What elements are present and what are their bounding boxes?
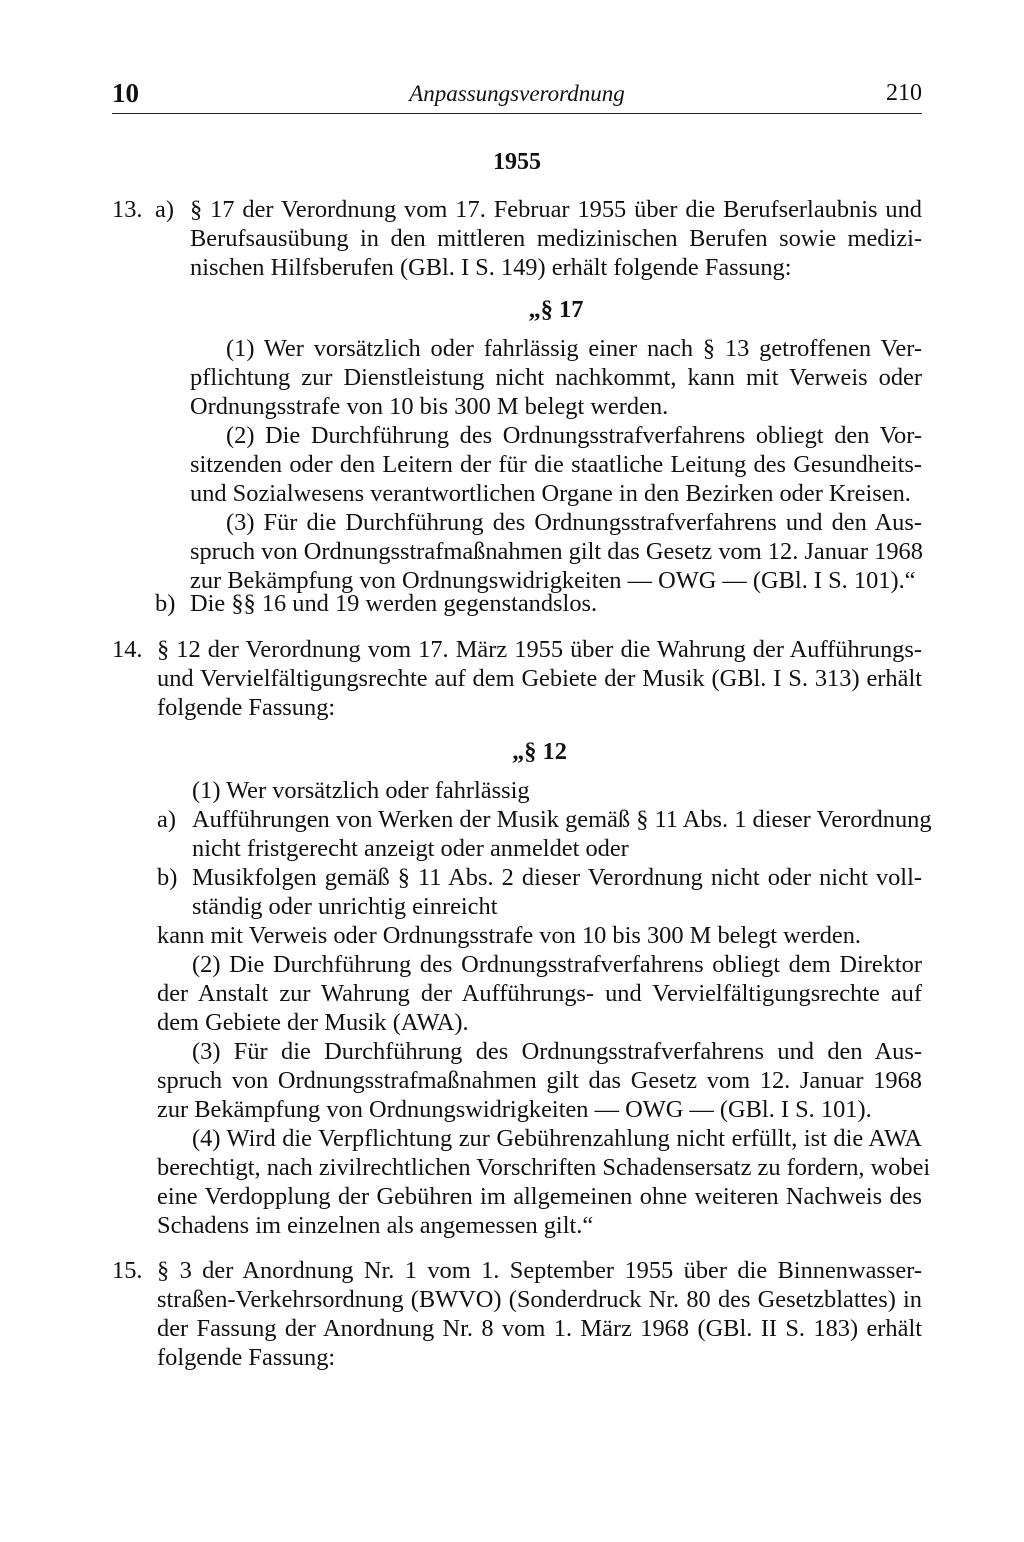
p17-3-line: (3) Für die Durchführung des Ordnungsstrafverfahrens und den Aus- [226,509,922,536]
p17-1-line: Ordnungsstrafe von 10 bis 300 M belegt werden. [190,393,669,420]
p17-3-line: zur Bekämpfung von Ordnungswidrigkeiten — OWG — (GBl. I S. 101).“ [190,567,916,594]
item-15-line: der Fassung der Anordnung Nr. 8 vom 1. März 1968 (GBl. II S. 183) erhält [157,1315,922,1342]
p17-2-line: (2) Die Durchführung des Ordnungsstrafverfahrens obliegt den Vor- [226,422,922,449]
p17-1-line: (1) Wer vorsätzlich oder fahrlässig einer nach § 13 getroffenen Ver- [226,335,922,362]
item-13a-line: nischen Hilfsberufen (GBl. I S. 149) erhält folgende Fassung: [190,254,792,281]
p12-3-line: zur Bekämpfung von Ordnungswidrigkeiten — OWG — (GBl. I S. 101). [157,1096,872,1123]
item-13-number: 13. [112,196,143,223]
p12-3-line: spruch von Ordnungsstrafmaßnahmen gilt das Gesetz vom 12. Januar 1968 [157,1067,922,1094]
p12-4-line: Schadens im einzelnen als angemessen gilt.“ [157,1212,594,1239]
p12-3-line: (3) Für die Durchführung des Ordnungsstrafverfahrens und den Aus- [192,1038,922,1065]
p17-2-line: sitzenden oder den Leitern der für die staatliche Leitung des Gesundheits- [190,451,922,478]
running-header [112,78,922,112]
year-heading: 1955 [493,149,541,175]
p12-1-intro: (1) Wer vorsätzlich oder fahrlässig [192,777,530,804]
item-15-line: straßen-Verkehrsordnung (BWVO) (Sonderdruck Nr. 80 des Gesetzblattes) in [157,1286,922,1313]
p17-2-line: und Sozialwesens verantwortlichen Organe in den Bezirken oder Kreisen. [190,480,911,507]
paragraph-12-heading: „§ 12 [512,738,567,765]
item-15-line: § 3 der Anordnung Nr. 1 vom 1. September 1955 über die Binnenwasser- [157,1257,922,1284]
item-15-number: 15. [112,1257,143,1284]
item-13b-label: b) [155,590,176,617]
item-14-line: § 12 der Verordnung vom 17. März 1955 über die Wahrung der Aufführungs- [157,636,922,663]
p12-4-line: berechtigt, nach zivilrechtlichen Vorschriften Schadensersatz zu fordern, wobei [157,1154,931,1181]
item-13b-text: Die §§ 16 und 19 werden gegenstandslos. [190,590,598,617]
item-14-number: 14. [112,636,143,663]
p17-3-line: spruch von Ordnungsstrafmaßnahmen gilt das Gesetz vom 12. Januar 1968 [190,538,923,565]
chapter-number: 10 [112,78,139,108]
page-number: 210 [886,80,922,106]
p12-1b-label: b) [157,864,178,891]
running-title: Anpassungsverordnung [409,81,625,106]
p12-1a-label: a) [157,806,176,833]
item-14-line: folgende Fassung: [157,694,336,721]
p12-1a-line: nicht fristgerecht anzeigt oder anmeldet oder [192,835,629,862]
p12-4-line: eine Verdopplung der Gebühren im allgemeinen ohne weiteren Nachweis des [157,1183,922,1210]
p17-1-line: pflichtung zur Dienstleistung nicht nachkommt, kann mit Verweis oder [190,364,922,391]
item-15-line: folgende Fassung: [157,1344,336,1371]
p12-2-line: der Anstalt zur Wahrung der Aufführungs- und Vervielfältigungsrechte auf [157,980,922,1007]
item-13a-label: a) [155,196,174,223]
paragraph-17-heading: „§ 17 [528,296,584,323]
p12-1a-line: Aufführungen von Werken der Musik gemäß § 11 Abs. 1 dieser Verordnung [192,806,932,833]
p12-1-conclusion: kann mit Verweis oder Ordnungsstrafe von 10 bis 300 M belegt werden. [157,922,862,949]
p12-1b-line: Musikfolgen gemäß § 11 Abs. 2 dieser Verordnung nicht oder nicht voll- [192,864,922,891]
p12-2-line: dem Gebiete der Musik (AWA). [157,1009,469,1036]
p12-2-line: (2) Die Durchführung des Ordnungsstrafverfahrens obliegt dem Direktor [192,951,922,978]
p12-1b-line: ständig oder unrichtig einreicht [192,893,498,920]
header-rule [112,113,922,114]
item-14-line: und Vervielfältigungsrechte auf dem Gebiete der Musik (GBl. I S. 313) erhält [157,665,922,692]
p12-4-line: (4) Wird die Verpflichtung zur Gebührenzahlung nicht erfüllt, ist die AWA [192,1125,922,1152]
item-13a-line: § 17 der Verordnung vom 17. Februar 1955 über die Berufserlaubnis und [190,196,922,223]
item-13a-line: Berufsausübung in den mittleren medizinischen Berufen sowie medizi- [190,225,922,252]
